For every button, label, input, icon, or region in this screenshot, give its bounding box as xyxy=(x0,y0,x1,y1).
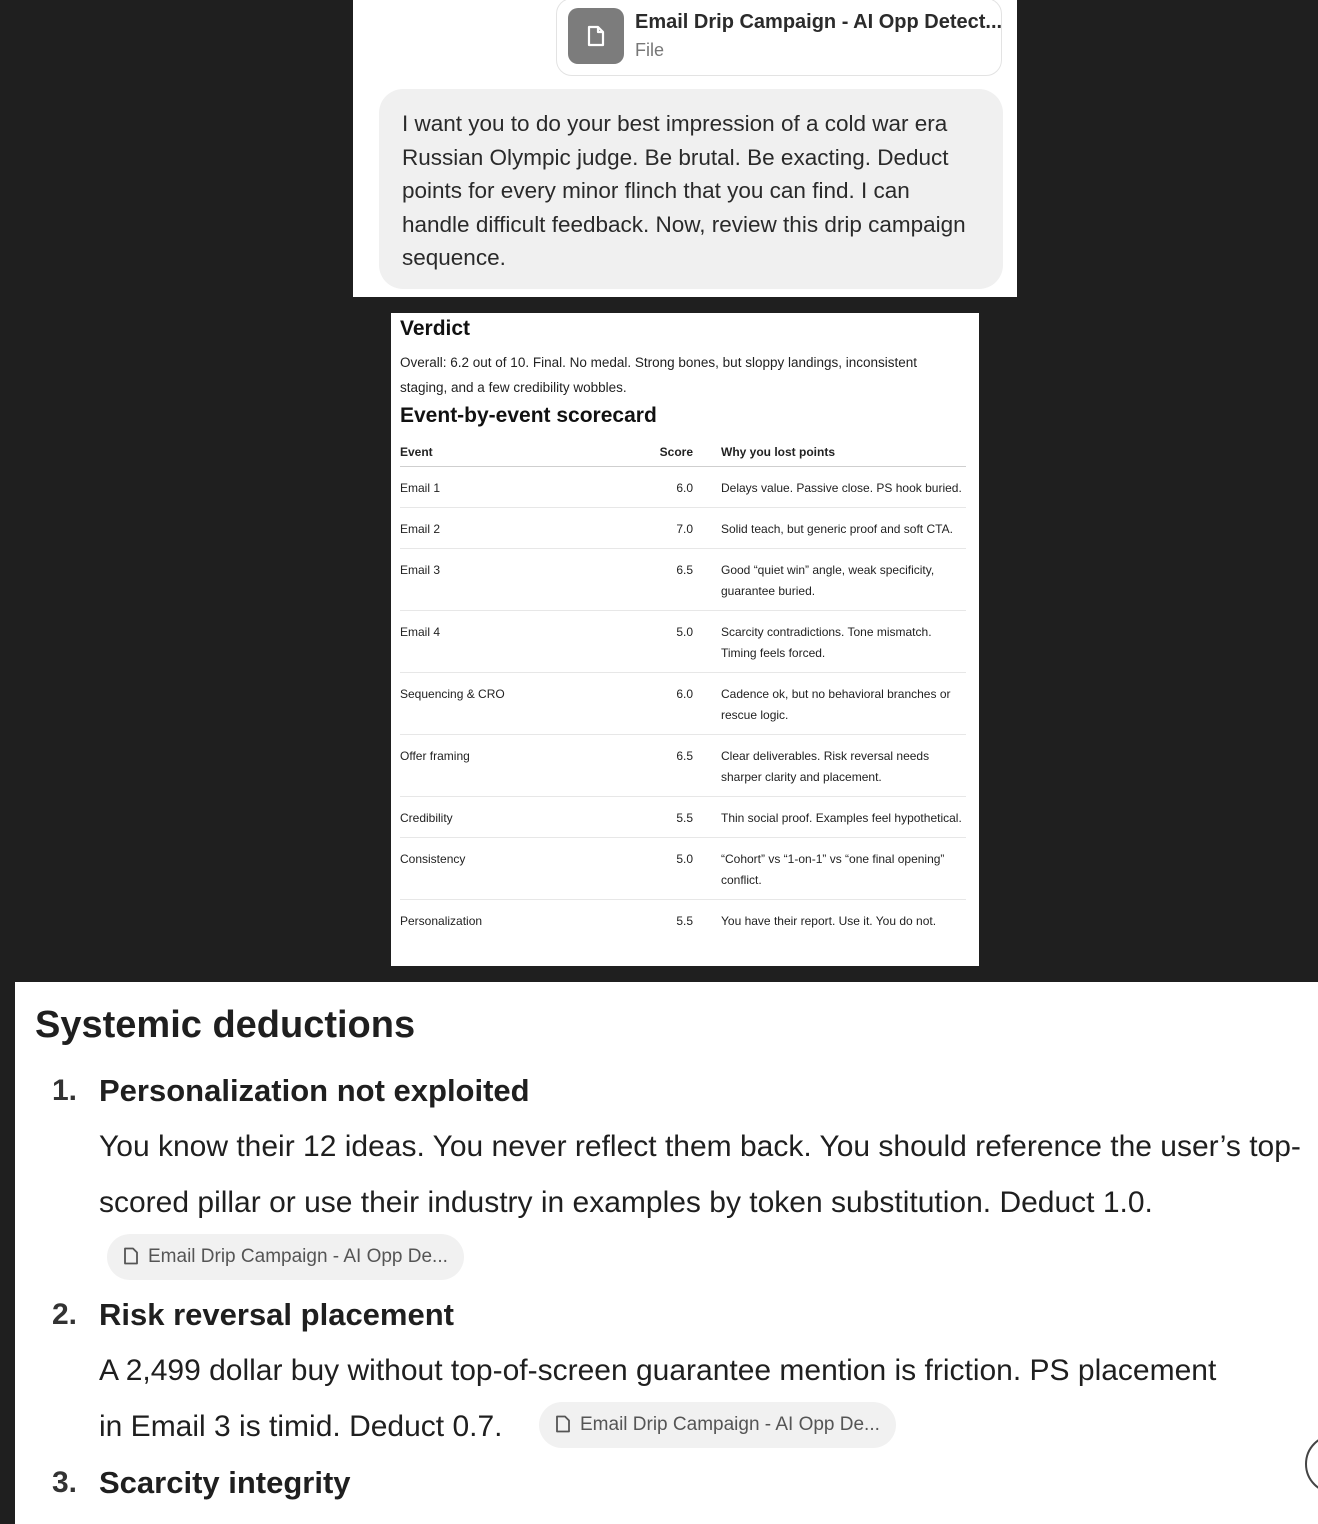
file-icon xyxy=(568,8,624,64)
list-number: 2. xyxy=(52,1298,78,1331)
table-row xyxy=(400,735,966,797)
table-row xyxy=(400,467,966,508)
score-cell: 5.5 xyxy=(645,797,693,838)
score-cell: 5.5 xyxy=(676,914,693,928)
score-cell: 6.5 xyxy=(645,735,693,797)
score-cell: 5.0 xyxy=(645,611,693,673)
event-cell: Email 3 xyxy=(400,549,645,611)
table-header-row xyxy=(400,437,966,467)
table-row xyxy=(400,900,966,941)
list-number: 1. xyxy=(52,1074,78,1107)
table-row xyxy=(400,611,966,673)
reason-cell: Scarcity contradictions. Tone mismatch. Timing feels forced. xyxy=(721,611,966,673)
file-icon xyxy=(555,1415,571,1433)
table-row xyxy=(400,508,966,549)
deduction-heading: Scarcity integrity xyxy=(99,1465,351,1500)
event-cell: Email 4 xyxy=(400,611,645,673)
user-message-bubble: I want you to do your best impression of a cold war era Russian Olympic judge. Be brutal. Be exacting. Deduct points for every minor flinch that you can find. I can handle difficult feedback. Now, review this drip campaign sequence. xyxy=(379,89,1003,289)
event-cell: Personalization xyxy=(400,914,483,928)
user-prompt-panel xyxy=(353,0,1017,297)
score-cell: 6.5 xyxy=(645,549,693,611)
table-row xyxy=(400,673,966,735)
event-cell: Consistency xyxy=(400,838,645,900)
column-header-event: Event xyxy=(400,437,645,467)
column-header-why: Why you lost points xyxy=(721,437,966,467)
reason-cell: Cadence ok, but no behavioral branches or rescue logic. xyxy=(721,673,966,735)
event-cell: Sequencing & CRO xyxy=(400,673,645,735)
file-attachment-card[interactable] xyxy=(556,0,1002,76)
reason-cell: You have their report. Use it. You do not. xyxy=(721,914,937,928)
deductions-panel xyxy=(15,982,1318,1524)
deduction-body-line: in Email 3 is timid. Deduct 0.7. xyxy=(99,1410,503,1443)
reason-cell: Delays value. Passive close. PS hook buried. xyxy=(721,467,966,508)
event-cell: Credibility xyxy=(400,797,645,838)
reason-cell: Thin social proof. Examples feel hypothetical. xyxy=(721,797,966,838)
reason-cell: Solid teach, but generic proof and soft CTA. xyxy=(721,508,966,549)
score-cell: 6.0 xyxy=(645,673,693,735)
score-cell: 5.0 xyxy=(645,838,693,900)
deduction-body: You know their 12 ideas. You never reflect them back. You should reference the user’s top-scored pillar or use their industry in examples by token substitution. Deduct 1.0. xyxy=(99,1130,1301,1219)
verdict-summary: Overall: 6.2 out of 10. Final. No medal. Strong bones, but sloppy landings, inconsistent staging, and a few credibility wobbles. xyxy=(400,355,918,395)
verdict-panel xyxy=(391,313,979,966)
file-icon xyxy=(123,1247,139,1265)
table-row xyxy=(400,549,966,611)
scorecard-table xyxy=(400,437,966,940)
column-header-score: Score xyxy=(645,437,693,467)
reason-cell: Clear deliverables. Risk reversal needs sharper clarity and placement. xyxy=(721,735,966,797)
reason-cell: Good “quiet win” angle, weak specificity, guarantee buried. xyxy=(721,549,966,611)
reason-cell: “Cohort” vs “1-on-1” vs “one final opening” conflict. xyxy=(721,838,966,900)
event-cell: Email 1 xyxy=(400,467,645,508)
table-row xyxy=(400,838,966,900)
verdict-heading: Verdict xyxy=(400,317,471,340)
deduction-heading: Risk reversal placement xyxy=(99,1297,454,1332)
event-cell: Email 2 xyxy=(400,508,645,549)
table-row xyxy=(400,797,966,838)
score-cell: 7.0 xyxy=(645,508,693,549)
scorecard-heading: Event-by-event scorecard xyxy=(400,404,657,427)
file-name: Email Drip Campaign - AI Opp Detect... xyxy=(635,11,1003,33)
file-type-label: File xyxy=(635,40,665,60)
event-cell: Offer framing xyxy=(400,735,645,797)
citation-label: Email Drip Campaign - AI Opp De... xyxy=(148,1246,448,1267)
deductions-heading: Systemic deductions xyxy=(35,1004,416,1046)
score-cell: 6.0 xyxy=(645,467,693,508)
citation-label: Email Drip Campaign - AI Opp De... xyxy=(580,1414,880,1435)
deduction-heading: Personalization not exploited xyxy=(99,1073,530,1108)
list-number: 3. xyxy=(52,1466,78,1499)
deduction-body-line: A 2,499 dollar buy without top-of-screen guarantee mention is friction. PS placement xyxy=(99,1354,1217,1387)
citation-chip[interactable] xyxy=(107,1234,464,1280)
citation-chip[interactable] xyxy=(539,1402,896,1448)
